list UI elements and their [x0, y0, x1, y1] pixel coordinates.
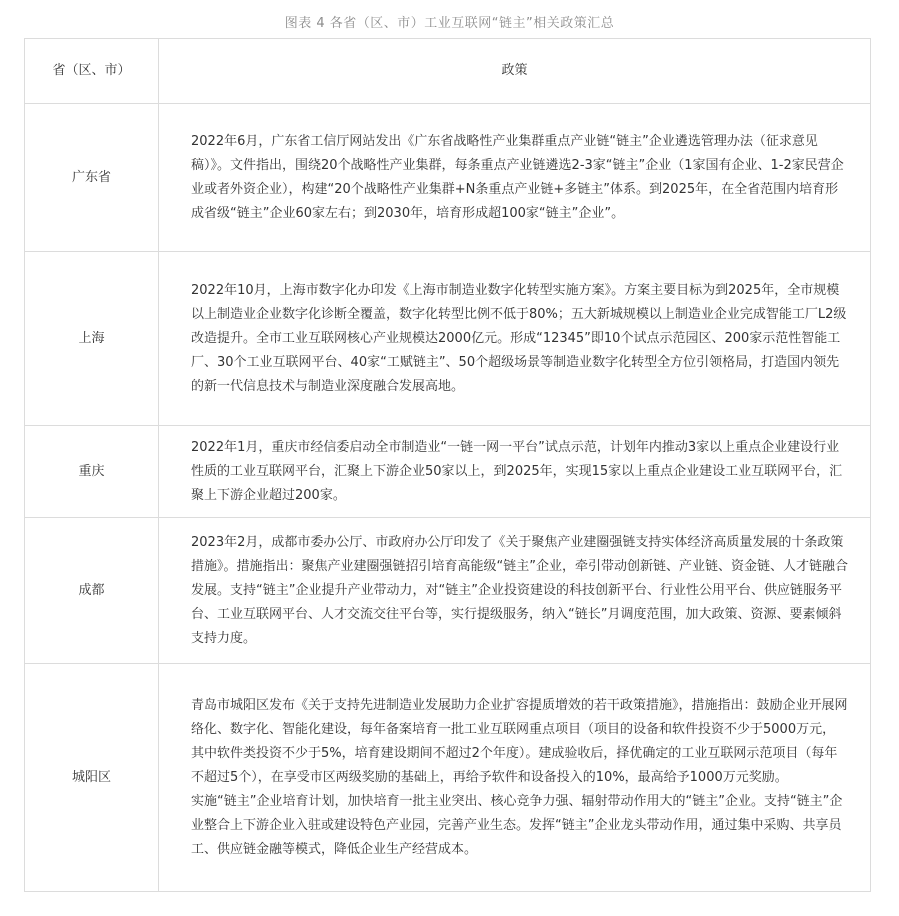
- policy-paragraph: 2022年6月，广东省工信厅网站发出《广东省战略性产业集群重点产业链“链主”企业遴选管理办法（征求意见稿）》。文件指出，围绕20个战略性产业集群，每条重点产业链遴选2-3家“链主”企业（1家国有企业、1-2家民营企业或者外资企业），构建“20个战略性产业集群+N条重点产业链+多链主”体系。到2025年，在全省范围内培育形成省级“链主”企业60家左右；到2030年，培育形成超100家“链主”企业”。: [191, 133, 844, 221]
- policy-cell: [159, 664, 871, 892]
- policy-paragraph: 实施“链主”企业培育计划，加快培育一批主业突出、核心竞争力强、辐射带动作用大的“链主”企业。支持“链主”企业整合上下游企业入驻或建设特色产业园，完善产业生态。发挥“链主”企业龙头带动作用，通过集中采购、共享员工、供应链金融等模式，降低企业生产经营成本。: [191, 793, 843, 857]
- region-cell: 广东省: [25, 104, 159, 252]
- region-cell: 成都: [25, 518, 159, 664]
- region-cell: 城阳区: [25, 664, 159, 892]
- table-row: [25, 664, 871, 892]
- policy-paragraph: 2022年1月，重庆市经信委启动全市制造业“一链一网一平台”试点示范，计划年内推动3家以上重点企业建设行业性质的工业互联网平台，汇聚上下游企业50家以上，到2025年，实现15家以上重点企业建设工业互联网平台，汇聚上下游企业超过200家。: [191, 439, 843, 503]
- region-cell: 重庆: [25, 426, 159, 518]
- policy-cell: [159, 252, 871, 426]
- policy-table: [24, 38, 871, 892]
- header-policy: 政策: [159, 39, 871, 104]
- region-cell: 上海: [25, 252, 159, 426]
- policy-paragraph: 2022年10月，上海市数字化办印发《上海市制造业数字化转型实施方案》。方案主要目标为到2025年，全市规模以上制造业企业数字化诊断全覆盖，数字化转型比例不低于80%；五大新城规模以上制造业企业完成智能工厂L2级改造提升。全市工业互联网核心产业规模达2000亿元。形成“12345”即10个试点示范园区、200家示范性智能工厂、30个工业互联网平台、40家“工赋链主”、50个超级场景等制造业数字化转型全方位引领格局，打造国内领先的新一代信息技术与制造业深度融合发展高地。: [191, 282, 847, 394]
- header-region: 省（区、市）: [25, 39, 159, 104]
- table-header-row: [25, 39, 871, 104]
- policy-cell: [159, 426, 871, 518]
- table-row: [25, 252, 871, 426]
- table-caption: 图表 4 各省（区、市）工业互联网“链主”相关政策汇总: [284, 16, 615, 31]
- policy-paragraph: 2023年2月，成都市委办公厅、市政府办公厅印发了《关于聚焦产业建圈强链支持实体经济高质量发展的十条政策措施》。措施指出：聚焦产业建圈强链招引培育高能级“链主”企业，牵引带动创新链、产业链、资金链、人才链融合发展。支持“链主”企业提升产业带动力，对“链主”企业投资建设的科技创新平台、行业性公用平台、供应链服务平台、工业互联网平台、人才交流交往平台等，实行提级服务，纳入“链长”月调度范围，加大政策、资源、要素倾斜支持力度。: [191, 534, 848, 646]
- table-row: [25, 518, 871, 664]
- table-row: [25, 104, 871, 252]
- policy-paragraph: 青岛市城阳区发布《关于支持先进制造业发展助力企业扩容提质增效的若干政策措施》，措施指出：鼓励企业开展网络化、数字化、智能化建设，每年备案培育一批工业互联网重点项目（项目的设备和软件投资不少于5000万元，其中软件类投资不少于5%，培育建设期间不超过2个年度）。建成验收后，择优确定的工业互联网示范项目（每年不超过5个），在享受市区两级奖励的基础上，再给予软件和设备投入的10%，最高给予1000万元奖励。: [191, 697, 848, 785]
- policy-cell: [159, 104, 871, 252]
- policy-cell: [159, 518, 871, 664]
- table-row: [25, 426, 871, 518]
